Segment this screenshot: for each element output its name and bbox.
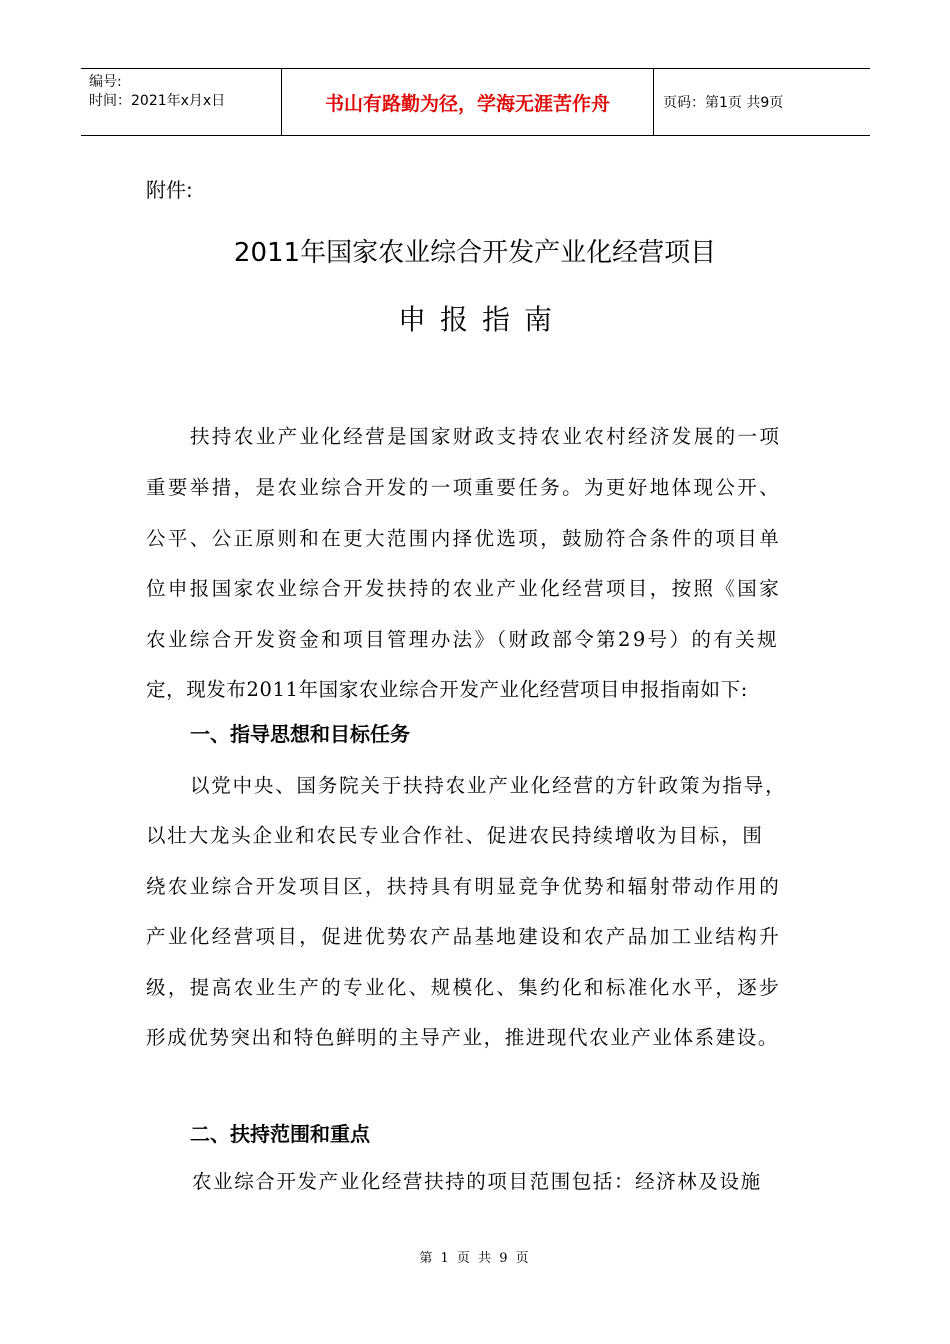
page-info: 页码：第1页 共9页 — [663, 95, 784, 111]
paragraph-line: 位申报国家农业综合开发扶持的农业产业化经营项目，按照《国家 — [146, 577, 782, 600]
paragraph-line: 绕农业综合开发项目区，扶持具有明显竞争优势和辐射带动作用的 — [146, 875, 782, 898]
paragraph-line: 形成优势突出和特色鲜明的主导产业，推进现代农业产业体系建设。 — [146, 1026, 780, 1049]
document-title: 2011年国家农业综合开发产业化经营项目 — [233, 238, 717, 268]
paragraph-line: 重要举措，是农业综合开发的一项重要任务。为更好地体现公开、 — [146, 476, 782, 499]
document-header-table — [81, 68, 870, 136]
paragraph-line: 以壮大龙头企业和农民专业合作社、促进农民持续增收为目标，围 — [146, 824, 764, 847]
paragraph-line: 定，现发布2011年国家农业综合开发产业化经营项目申报指南如下: — [146, 678, 748, 701]
paragraph-line: 以党中央、国务院关于扶持农业产业化经营的方针政策为指导， — [190, 774, 787, 797]
document-subtitle: 申报指南 — [397, 303, 566, 336]
number-label: 编号: — [89, 74, 122, 90]
page-footer: 第 1 页 共 9 页 — [419, 1251, 531, 1266]
motto-text: 书山有路勤为径，学海无涯苦作舟 — [324, 92, 610, 115]
paragraph-line: 公平、公正原则和在更大范围内择优选项，鼓励符合条件的项目单 — [146, 527, 782, 550]
paragraph-line: 农业综合开发资金和项目管理办法》（财政部令第29号）的有关规 — [146, 628, 780, 651]
header-meta-cell — [81, 69, 281, 135]
time-label: 时间：2021年x月x日 — [89, 93, 226, 109]
paragraph-line: 扶持农业产业化经营是国家财政支持农业农村经济发展的一项 — [190, 425, 782, 448]
paragraph-line: 农业综合开发产业化经营扶持的项目范围包括：经济林及设施 — [192, 1170, 762, 1193]
attachment-label: 附件: — [146, 178, 193, 202]
paragraph-line: 级，提高农业生产的专业化、规模化、集约化和标准化水平，逐步 — [146, 976, 782, 999]
header-motto-cell — [281, 69, 654, 135]
section2-heading: 二、扶持范围和重点 — [190, 1122, 370, 1146]
header-page-cell — [654, 69, 870, 135]
paragraph-line: 产业化经营项目，促进优势农产品基地建设和农产品加工业结构升 — [146, 925, 782, 948]
section1-heading: 一、指导思想和目标任务 — [190, 722, 410, 746]
